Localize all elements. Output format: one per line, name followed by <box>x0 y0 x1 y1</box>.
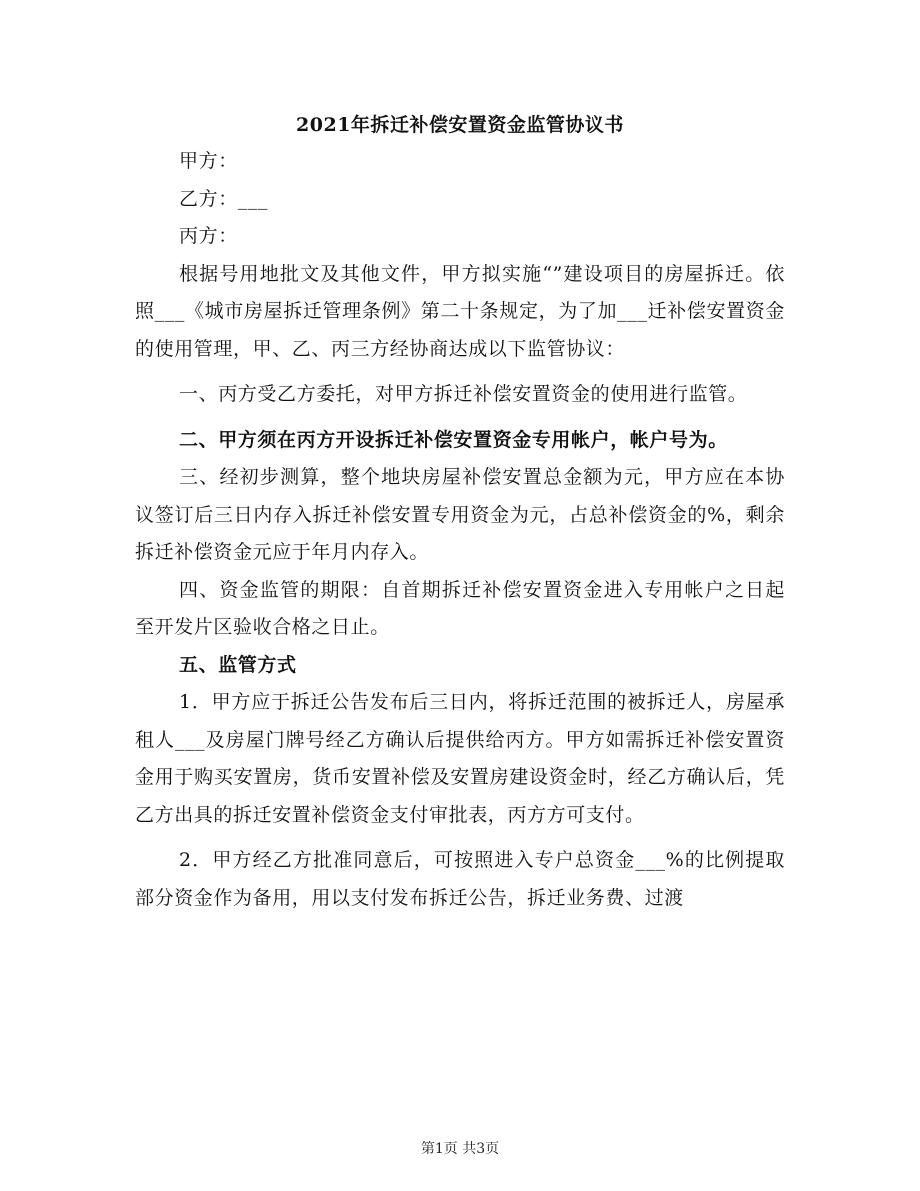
clause-1: 一、丙方受乙方委托，对甲方拆迁补偿安置资金的使用进行监管。 <box>179 383 748 405</box>
clause-2: 二、甲方须在丙方开设拆迁补偿安置资金专用帐户，帐户号为。 <box>179 428 728 451</box>
intro-paragraph: 根据号用地批文及其他文件，甲方拟实施“”建设项目的房屋拆迁。依照___《城市房屋拆迁管理条例》第二十条规定，为了加___迁补偿安置资金的使用管理，甲、乙、丙三方经协商达成以下监管协议： <box>135 262 785 360</box>
document-body <box>135 143 785 917</box>
page-footer: 第1页 共3页 <box>420 1141 500 1157</box>
item-1: 1．甲方应于拆迁公告发布后三日内，将拆迁范围的被拆迁人，房屋承租人___及房屋门牌号经乙方确认后提供给丙方。甲方如需拆迁补偿安置资金用于购买安置房，货币安置补偿及安置房建设资金时，经乙方确认后，凭乙方出具的拆迁安置补偿资金支付审批表，丙方方可支付。 <box>135 691 785 826</box>
party-a-line: 甲方： <box>179 150 238 172</box>
clause-4: 四、资金监管的期限：自首期拆迁补偿安置资金进入专用帐户之日起至开发片区验收合格之日止。 <box>135 578 785 638</box>
item-2: 2．甲方经乙方批准同意后，可按照进入专户总资金___%的比例提取部分资金作为备用，用以支付发布拆迁公告，拆迁业务费、过渡 <box>135 849 785 909</box>
clause-5-heading: 五、监管方式 <box>179 653 297 676</box>
party-b-line: 乙方：___ <box>179 187 269 210</box>
document-title: 2021年拆迁补偿安置资金监管协议书 <box>296 114 624 136</box>
clause-3: 三、经初步测算，整个地块房屋补偿安置总金额为元，甲方应在本协议签订后三日内存入拆迁补偿安置专用资金为元，占总补偿资金的%，剩余拆迁补偿资金元应于年月内存入。 <box>135 466 785 563</box>
party-c-line: 丙方： <box>179 225 238 247</box>
